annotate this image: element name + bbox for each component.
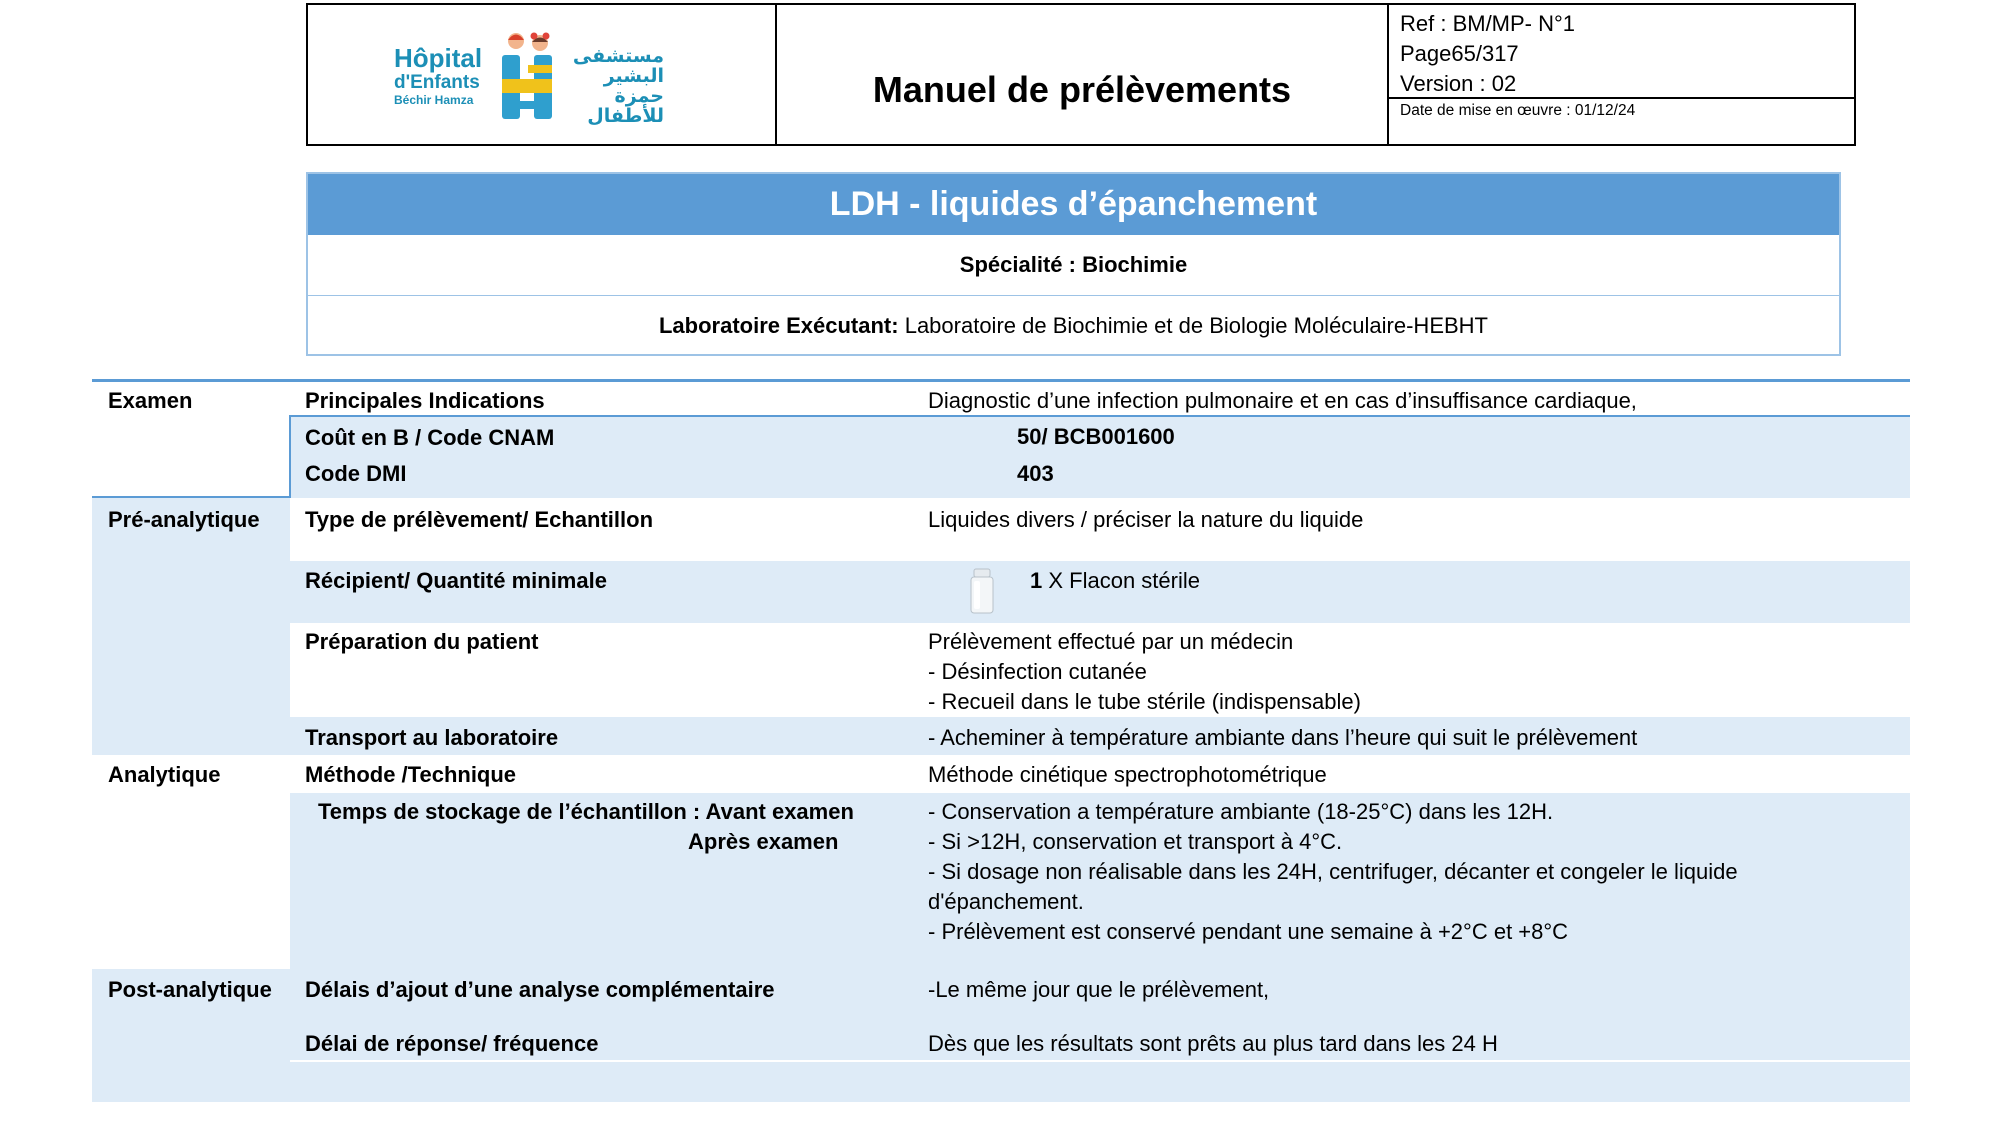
container-quantity: 1 [1030,568,1043,593]
patient-prep-line: Prélèvement effectué par un médecin [928,629,1294,654]
container-label: Récipient/ Quantité minimale [305,568,607,593]
reference-block [1400,9,1575,99]
dmi-value: 403 [1017,461,1054,486]
header-divider [1387,5,1389,144]
response-time-label: Délai de réponse/ fréquence [305,1031,599,1056]
section-examen: Examen [108,388,193,413]
table-rule [289,415,291,498]
storage-line: - Si >12H, conservation et transport à 4°C. [928,829,1343,854]
storage-line: - Prélèvement est conservé pendant une semaine à +2°C et +8°C [928,919,1569,944]
executing-lab-value: Laboratoire de Biochimie et de Biologie Moléculaire-HEBHT [898,313,1488,338]
table-rule [290,1060,1910,1062]
patient-prep-line: - Recueil dans le tube stérile (indispensable) [928,689,1361,714]
method-label: Méthode /Technique [305,762,517,787]
sample-type-label: Type de prélèvement/ Echantillon [305,507,654,532]
logo-french-text: Hôpital d'Enfants Béchir Hamza [394,43,483,107]
add-test-delay-value: -Le même jour que le prélèvement, [928,977,1270,1002]
patient-prep-label: Préparation du patient [305,629,539,654]
container-value [1030,566,1200,596]
sample-type-value: Liquides divers / préciser la nature du liquide [928,507,1364,532]
add-test-delay-label: Délais d’ajout d’une analyse complémentaire [305,977,775,1002]
dmi-label: Code DMI [305,461,407,486]
version-number: Version : 02 [1400,71,1517,96]
storage-label: Temps de stockage de l’échantillon : Avant examen [318,799,854,824]
sterile-vial-icon [968,567,996,615]
patient-prep-line: - Désinfection cutanée [928,659,1147,684]
storage-label-after: Après examen [688,829,839,854]
storage-line: - Conservation a température ambiante (18-25°C) dans les 12H. [928,799,1554,824]
page-number: Page65/317 [1400,41,1519,66]
section-analytique: Analytique [108,762,221,787]
effective-date: Date de mise en œuvre : 01/12/24 [1400,102,1636,119]
cost-label: Coût en B / Code CNAM [305,425,555,450]
transport-value: - Acheminer à température ambiante dans l’heure qui suit le prélèvement [928,725,1638,750]
table-top-rule [92,379,1910,382]
method-value: Méthode cinétique spectrophotométrique [928,762,1327,787]
hospital-logo [394,31,664,127]
test-banner [306,172,1841,356]
reference-number: Ref : BM/MP- N°1 [1400,11,1576,36]
document-header [306,3,1856,146]
container-type: X Flacon stérile [1042,568,1200,593]
indications-label: Principales Indications [305,388,545,413]
executing-lab-label: Laboratoire Exécutant: [658,313,899,338]
specialty: Spécialité : Biochimie [959,252,1188,277]
transport-label: Transport au laboratoire [305,725,559,750]
storage-line: d'épanchement. [928,889,1084,914]
test-title: LDH - liquides d’épanchement [308,174,1839,235]
section-post-analytique: Post-analytique [108,977,272,1002]
section-pre-analytique: Pré-analytique [108,507,260,532]
indications-value: Diagnostic d’une infection pulmonaire et en cas d’insuffisance cardiaque, [928,388,1637,413]
document-title: Manuel de prélèvements [872,68,1292,110]
logo-arabic-text: مستشفى البشير حمزة للأطفال [572,46,664,127]
section-column-band [92,498,290,755]
executing-lab [308,296,1839,356]
cost-value: 50/ BCB001600 [1017,424,1175,449]
storage-line: - Si dosage non réalisable dans les 24H, centrifuger, décanter et congeler le liquide [928,859,1738,884]
logo-h-emblem-icon [498,31,560,123]
response-time-value: Dès que les résultats sont prêts au plus tard dans les 24 H [928,1031,1498,1056]
